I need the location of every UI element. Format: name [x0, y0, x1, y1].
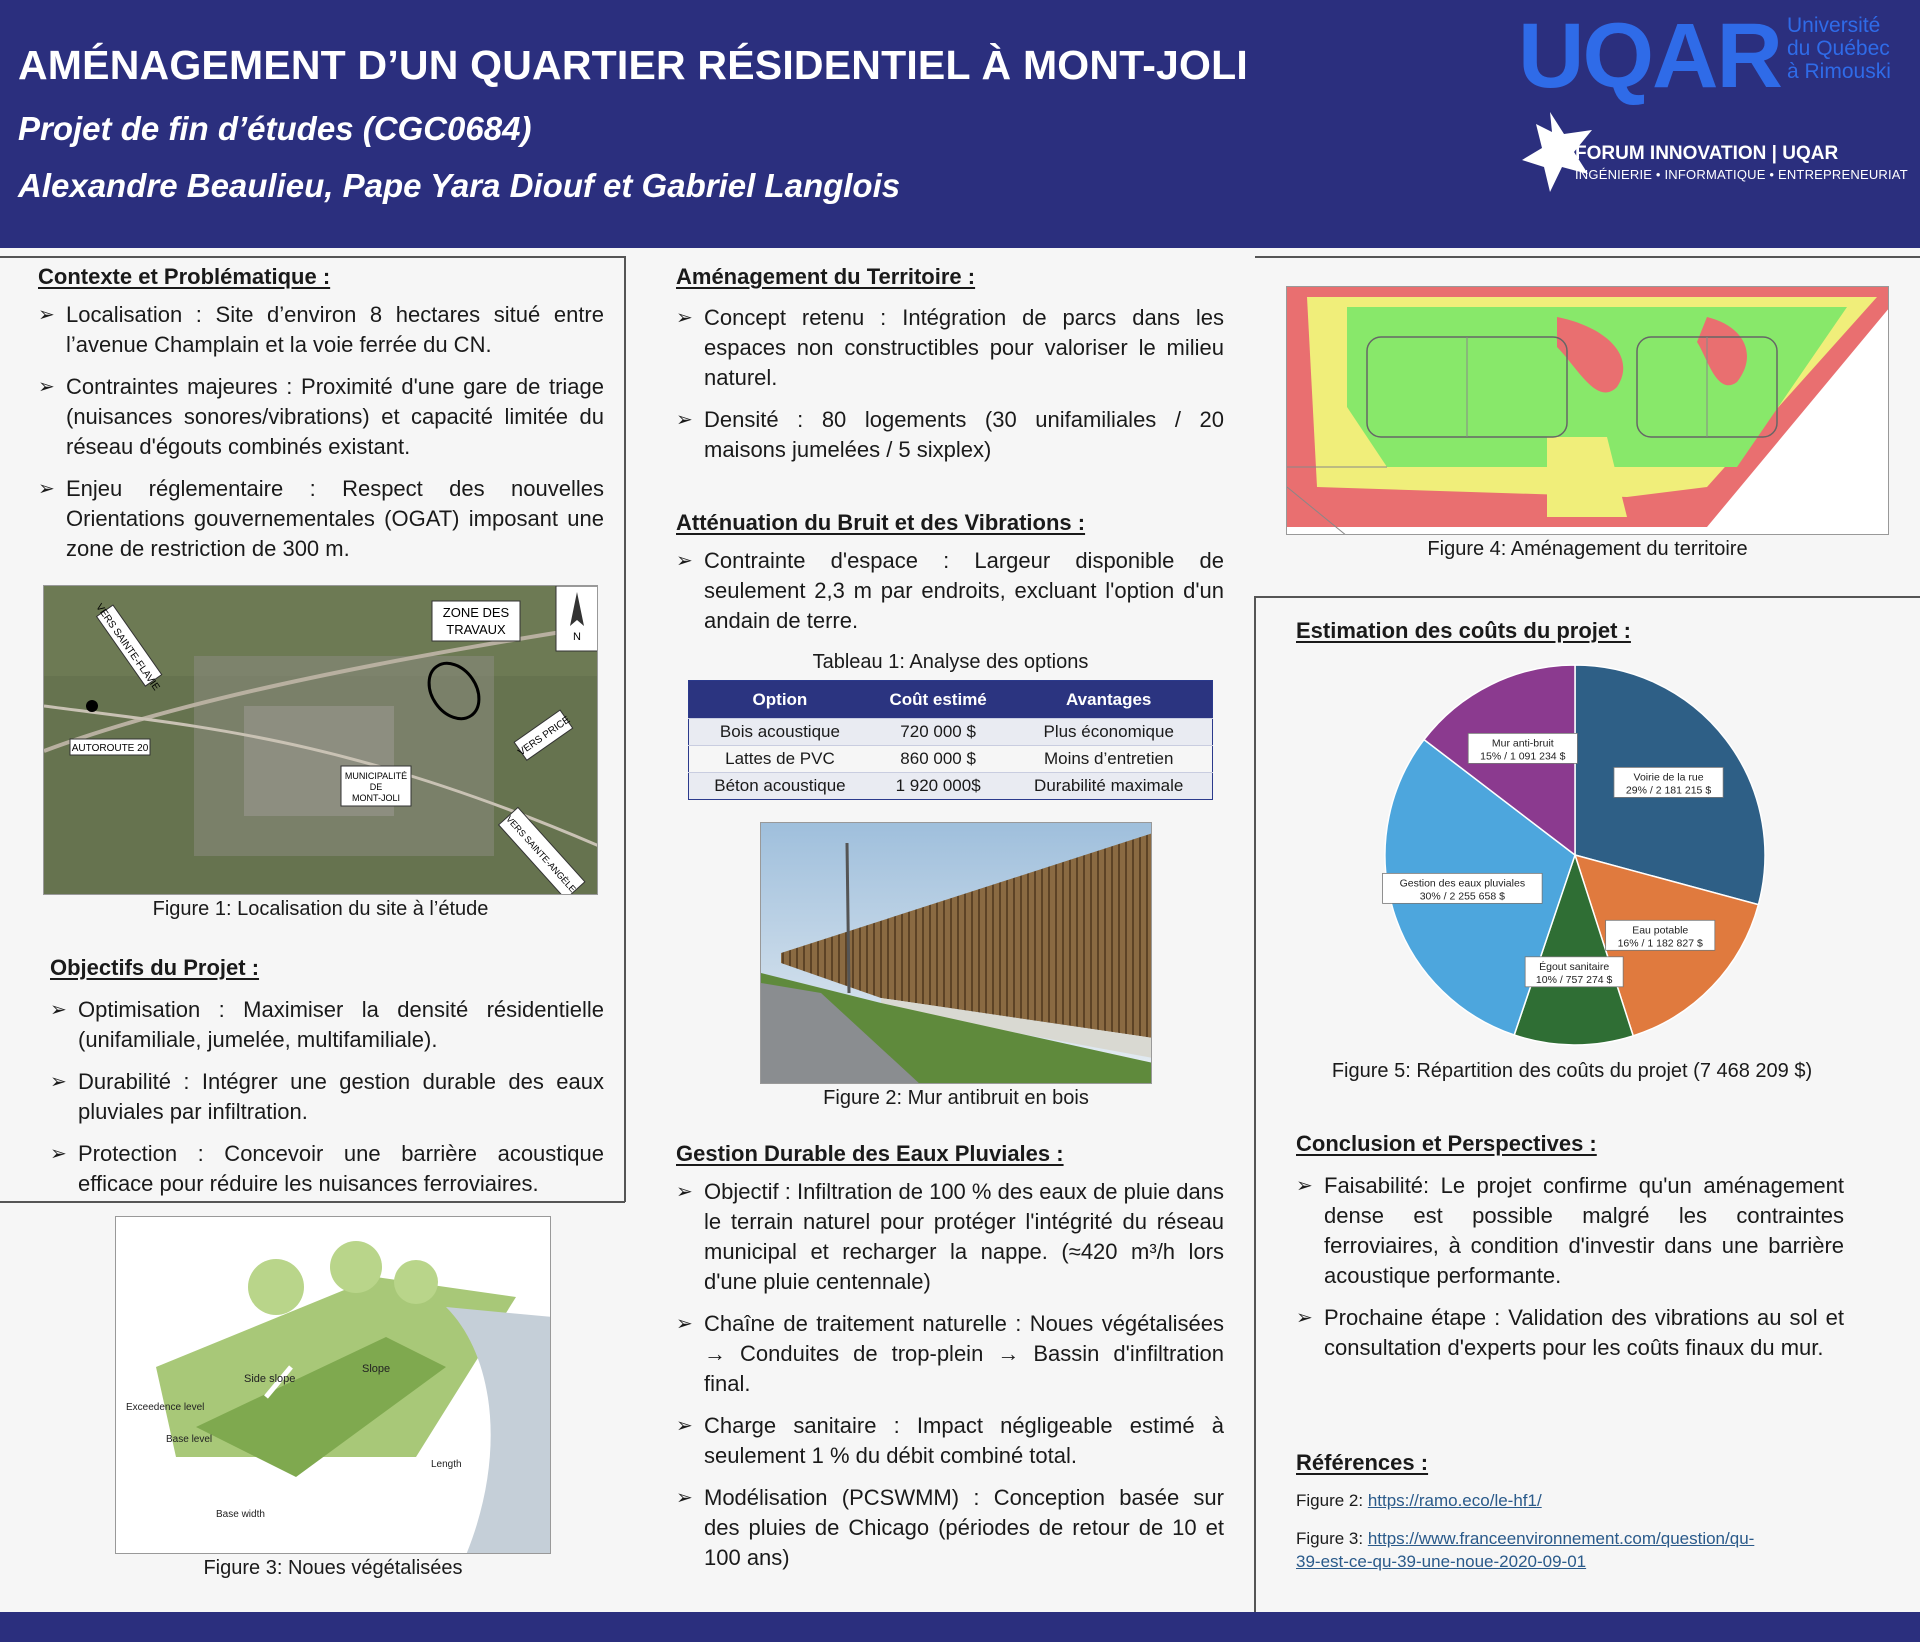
contexte-list — [38, 300, 604, 576]
gestion-heading: Gestion Durable des Eaux Pluviales : — [676, 1141, 1064, 1166]
divider — [1254, 596, 1256, 1612]
conclusion-heading: Conclusion et Perspectives : — [1296, 1131, 1597, 1156]
gestion-list — [676, 1177, 1224, 1585]
list-item: ➢ Chaîne de traitement naturelle : Noues végétalisées → Conduites de trop-plein → Bassin d'infiltration final. — [676, 1309, 1224, 1399]
reference-figure3: Figure 3: https://www.franceenvironnement.com/question/qu- 39-est-ce-qu-39-une-noue-2020-09-01 — [1296, 1529, 1755, 1571]
svg-text:VERS PRICE: VERS PRICE — [516, 714, 573, 759]
column-header: Option — [689, 681, 871, 719]
poster-subtitle: Projet de fin d’études (CGC0684) — [18, 110, 532, 147]
pie-slice-label — [1525, 957, 1623, 987]
svg-text:Égout sanitaire: Égout sanitaire — [1539, 960, 1610, 973]
swale-diagram — [115, 1216, 551, 1554]
svg-text:ZONE DES: ZONE DES — [442, 605, 510, 620]
map-label-municipalite — [341, 766, 411, 806]
objectifs-heading: Objectifs du Projet : — [50, 955, 260, 980]
divider — [624, 256, 626, 1202]
contexte-heading: Contexte et Problématique : — [38, 264, 331, 289]
svg-text:10% / 757 274 $: 10% / 757 274 $ — [1535, 973, 1613, 986]
reference-link[interactable]: 39-est-ce-qu-39-une-noue-2020-09-01 — [1296, 1552, 1587, 1571]
list-item: ➢ Optimisation : Maximiser la densité résidentielle (unifamiliale, jumelée, multifamiliale). — [50, 995, 604, 1055]
table-row: Béton acoustique 1 920 000$ Durabilité maximale — [689, 773, 1213, 800]
amenagement-list — [676, 303, 1224, 477]
column-header: Coût estimé — [871, 681, 1006, 719]
table1-title: Tableau 1: Analyse des options — [812, 651, 1089, 673]
svg-text:AUTOROUTE 20: AUTOROUTE 20 — [71, 743, 149, 754]
svg-text:Exceedence level: Exceedence level — [126, 1402, 205, 1413]
figure3-caption: Figure 3: Noues végétalisées — [203, 1557, 463, 1579]
figure5-caption: Figure 5: Répartition des coûts du projet (7 468 209 $) — [1331, 1060, 1813, 1082]
table-row: Lattes de PVC 860 000 $ Moins d’entretien — [689, 746, 1213, 773]
divider — [0, 256, 625, 258]
reference-link[interactable]: https://www.franceenvironnement.com/question/qu- — [1367, 1529, 1755, 1548]
bruit-heading: Atténuation du Bruit et des Vibrations : — [676, 510, 1086, 535]
options-table — [688, 680, 1213, 800]
list-item: ➢ Protection : Concevoir une barrière acoustique efficace pour réduire les nuisances ferroviaires. — [50, 1139, 604, 1199]
list-item: ➢ Prochaine étape : Validation des vibrations au sol et consultation d'experts pour les coûts finaux du mur. — [1296, 1303, 1844, 1363]
poster-title: AMÉNAGEMENT D’UN QUARTIER RÉSIDENTIEL À MONT-JOLI — [18, 42, 1248, 88]
list-item: ➢ Faisabilité: Le projet confirme qu'un aménagement dense est possible malgré les contraintes ferroviaires, à condition d'investir dans une barrière acoustique performante. — [1296, 1171, 1844, 1291]
svg-text:N: N — [573, 631, 581, 643]
poster-footer-bar — [0, 1612, 1920, 1642]
divider — [1254, 596, 1920, 598]
column-header: Avantages — [1005, 681, 1212, 719]
table-row: Bois acoustique 720 000 $ Plus économique — [689, 719, 1213, 746]
svg-text:16% / 1 182 827 $: 16% / 1 182 827 $ — [1617, 937, 1703, 950]
svg-text:Eau potable: Eau potable — [1632, 924, 1689, 937]
list-item: ➢ Objectif : Infiltration de 100 % des eaux de pluie dans le terrain naturel pour protéger l'intégrité du réseau municipal et recharger la nappe. (≈420 m³/h lors d'une pluie centennale) — [676, 1177, 1224, 1297]
reference-figure2: Figure 2: https://ramo.eco/le-hf1/ — [1296, 1491, 1542, 1510]
objectifs-list — [50, 995, 604, 1211]
svg-text:30% / 2 255 658 $: 30% / 2 255 658 $ — [1419, 890, 1505, 903]
svg-text:Mur anti-bruit: Mur anti-bruit — [1491, 737, 1554, 750]
list-item: ➢ Contrainte d'espace : Largeur disponible de seulement 2,3 m par endroits, excluant l'option d'un andain de terre. — [676, 546, 1224, 636]
list-item: ➢ Enjeu réglementaire : Respect des nouvelles Orientations gouvernementales (OGAT) imposant une zone de restriction de 300 m. — [38, 474, 604, 564]
north-arrow-icon — [556, 586, 598, 651]
forum-logo-subtitle: INGÉNIERIE • INFORMATIQUE • ENTREPRENEURIAT — [1575, 167, 1908, 182]
svg-text:29% / 2 181 215 $: 29% / 2 181 215 $ — [1625, 784, 1712, 797]
svg-text:Voirie de la rue: Voirie de la rue — [1633, 771, 1704, 784]
svg-text:DE: DE — [369, 782, 383, 792]
bruit-list — [676, 546, 1224, 648]
svg-text:Slope: Slope — [362, 1363, 391, 1375]
uqar-logo: UQAR — [1518, 5, 1781, 107]
poster-header — [0, 0, 1920, 248]
svg-text:Base width: Base width — [216, 1509, 265, 1520]
uqar-logo-subtitle: Université du Québec à Rimouski — [1787, 14, 1891, 83]
table-header-row — [689, 681, 1213, 719]
list-item: ➢ Contraintes majeures : Proximité d'une gare de triage (nuisances sonores/vibrations) et capacité limitée du réseau d'égouts combinés existant. — [38, 372, 604, 462]
couts-heading: Estimation des coûts du projet : — [1296, 618, 1631, 643]
list-item: ➢ Modélisation (PCSWMM) : Conception basée sur des pluies de Chicago (périodes de retour de 10 et 100 ans) — [676, 1483, 1224, 1573]
svg-text:15% / 1 091 234 $: 15% / 1 091 234 $ — [1480, 750, 1566, 763]
poster-authors: Alexandre Beaulieu, Pape Yara Diouf et Gabriel Langlois — [18, 167, 901, 204]
conclusion-list — [1296, 1171, 1844, 1375]
svg-text:MUNICIPALITÉ: MUNICIPALITÉ — [344, 771, 408, 781]
site-location-map — [43, 585, 598, 895]
pie-slice-label — [1606, 920, 1715, 950]
list-item: ➢ Densité : 80 logements (30 unifamiliales / 20 maisons jumelées / 5 sixplex) — [676, 405, 1224, 465]
map-label-zone — [432, 601, 520, 641]
svg-text:MONT-JOLI: MONT-JOLI — [351, 793, 401, 803]
forum-logo-title: FORUM INNOVATION | UQAR — [1575, 143, 1839, 164]
svg-text:Gestion des eaux pluviales: Gestion des eaux pluviales — [1399, 877, 1526, 890]
svg-text:TRAVAUX: TRAVAUX — [446, 622, 506, 637]
pie-slice-label — [1468, 733, 1577, 763]
list-item: ➢ Localisation : Site d’environ 8 hectares situé entre l’avenue Champlain et la voie ferrée du CN. — [38, 300, 604, 360]
reference-link[interactable]: https://ramo.eco/le-hf1/ — [1367, 1491, 1542, 1510]
svg-text:VERS SAINTE-ANGÈLE: VERS SAINTE-ANGÈLE — [504, 813, 578, 895]
figure2-caption: Figure 2: Mur antibruit en bois — [823, 1087, 1089, 1109]
list-item: ➢ Durabilité : Intégrer une gestion durable des eaux pluviales par infiltration. — [50, 1067, 604, 1127]
svg-text:VERS SAINTE-FLAVIE: VERS SAINTE-FLAVIE — [93, 601, 162, 693]
pie-slice-label — [1383, 873, 1543, 903]
figure1-caption: Figure 1: Localisation du site à l’étude — [152, 898, 489, 920]
list-item: ➢ Concept retenu : Intégration de parcs dans les espaces non constructibles pour valoriser le milieu naturel. — [676, 303, 1224, 393]
map-label-autoroute — [70, 739, 150, 755]
list-item: ➢ Charge sanitaire : Impact négligeable estimé à seulement 1 % du débit combiné total. — [676, 1411, 1224, 1471]
site-plan-figure — [1286, 286, 1889, 535]
amenagement-heading: Aménagement du Territoire : — [676, 264, 976, 289]
svg-text:Side slope: Side slope — [244, 1373, 296, 1385]
svg-text:Base level: Base level — [166, 1434, 213, 1445]
pie-slice-label — [1614, 767, 1723, 797]
cost-pie-chart — [1380, 660, 1770, 1050]
wooden-noise-wall-photo — [760, 822, 1152, 1084]
svg-text:Length: Length — [431, 1459, 462, 1470]
references-heading: Références : — [1296, 1450, 1429, 1475]
figure4-caption: Figure 4: Aménagement du territoire — [1427, 538, 1748, 560]
divider — [1255, 256, 1920, 258]
